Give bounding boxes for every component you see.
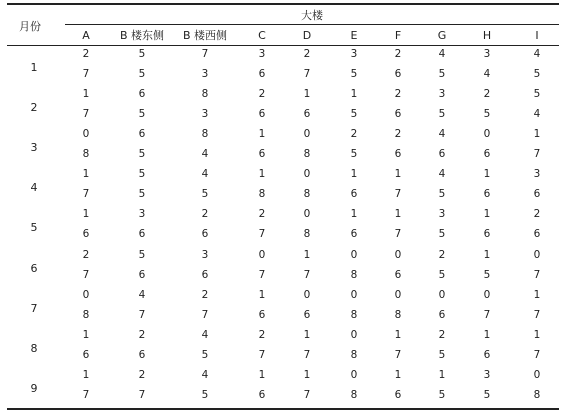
table-cell: 2 [258, 87, 266, 100]
table-cell: 6 [258, 308, 266, 321]
table-cell: 6 [138, 349, 146, 361]
table-cell: 3 [483, 47, 491, 60]
table-cell: 8 [350, 349, 358, 361]
table-cell: 1 [483, 208, 491, 221]
table-cell: 1 [350, 87, 358, 100]
month-label: 1 [30, 60, 38, 74]
table-cell: 5 [438, 349, 446, 361]
table-cell: 1 [258, 168, 266, 181]
column-header: G [437, 29, 447, 42]
column-header: H [482, 29, 492, 42]
table-cell: 8 [201, 87, 209, 100]
table-cell: 4 [201, 148, 209, 160]
table-cell: 6 [350, 188, 358, 201]
table-cell: 4 [138, 288, 146, 301]
table-cell: 2 [82, 248, 90, 261]
table-cell: 2 [258, 328, 266, 341]
table-cell: 5 [438, 268, 446, 281]
table-cell: 7 [201, 308, 209, 321]
table-cell: 0 [350, 328, 358, 341]
table-cell: 5 [350, 148, 358, 160]
table-cell: 7 [483, 308, 491, 321]
table-cell: 4 [201, 369, 209, 382]
column-header: B 楼东侧 [119, 29, 165, 42]
table-cell: 6 [258, 389, 266, 402]
table-cell: 3 [201, 67, 209, 80]
table-cell: 1 [258, 288, 266, 301]
table-cell: 3 [350, 47, 358, 60]
table-cell: 5 [438, 107, 446, 120]
table-cell: 0 [438, 288, 446, 301]
column-header: E [350, 29, 358, 42]
table-cell: 8 [303, 188, 311, 201]
table-cell: 8 [258, 188, 266, 201]
table-cell: 6 [258, 67, 266, 80]
table-cell: 7 [533, 308, 541, 321]
table-cell: 4 [438, 47, 446, 60]
table-cell: 1 [394, 369, 402, 382]
table-cell: 5 [138, 107, 146, 120]
table-cell: 1 [533, 328, 541, 341]
table-cell: 1 [350, 208, 358, 221]
table-cell: 2 [350, 127, 358, 140]
month-label: 9 [30, 382, 38, 396]
column-header: A [82, 29, 90, 42]
table-cell: 6 [138, 87, 146, 100]
table-cell: 5 [483, 268, 491, 281]
table-cell: 6 [533, 188, 541, 201]
table-cell: 7 [82, 268, 90, 281]
table-cell: 2 [303, 47, 311, 60]
table-cell: 6 [394, 148, 402, 160]
table-cell: 2 [483, 87, 491, 100]
table-cell: 7 [303, 268, 311, 281]
table-cell: 5 [138, 188, 146, 201]
table-cell: 4 [533, 47, 541, 60]
table-cell: 0 [533, 248, 541, 261]
table-cell: 3 [201, 248, 209, 261]
table-cell: 4 [483, 67, 491, 80]
table-cell: 6 [138, 228, 146, 241]
table-cell: 0 [303, 168, 311, 181]
table-cell: 7 [82, 389, 90, 402]
table-cell: 7 [394, 188, 402, 201]
table-cell: 7 [303, 349, 311, 361]
table-cell: 7 [82, 107, 90, 120]
table-cell: 7 [394, 349, 402, 361]
table-cell: 7 [533, 349, 541, 361]
table-cell: 2 [394, 87, 402, 100]
table-cell: 7 [82, 67, 90, 80]
table-cell: 0 [303, 288, 311, 301]
table-cell: 7 [258, 228, 266, 241]
building-group-header: 大楼 [301, 9, 323, 22]
table-cell: 5 [438, 67, 446, 80]
table-cell: 1 [483, 248, 491, 261]
table-cell: 2 [394, 127, 402, 140]
table-cell: 2 [82, 47, 90, 60]
table-cell: 3 [138, 208, 146, 221]
table-cell: 8 [82, 148, 90, 160]
table-cell: 0 [350, 288, 358, 301]
table-cell: 6 [394, 67, 402, 80]
table-cell: 5 [138, 67, 146, 80]
month-label: 5 [30, 221, 38, 235]
table-cell: 2 [438, 328, 446, 341]
table-cell: 8 [350, 389, 358, 402]
table-cell: 6 [438, 308, 446, 321]
table-cell: 2 [438, 248, 446, 261]
table-cell: 5 [138, 47, 146, 60]
table-cell: 3 [201, 107, 209, 120]
table-cell: 2 [258, 208, 266, 221]
month-label: 3 [30, 141, 38, 154]
month-label: 7 [30, 301, 38, 315]
month-column-header: 月份 [19, 20, 41, 33]
table-cell: 6 [258, 107, 266, 120]
table-cell: 2 [138, 369, 146, 382]
table-cell: 1 [82, 168, 90, 181]
table-cell: 6 [483, 148, 491, 160]
table-cell: 7 [303, 67, 311, 80]
column-header: B 楼西侧 [182, 29, 228, 42]
table-cell: 6 [201, 268, 209, 281]
table-bottom-rule [7, 408, 559, 410]
table-cell: 6 [394, 268, 402, 281]
table-cell: 1 [533, 288, 541, 301]
table-cell: 5 [438, 389, 446, 402]
table-cell: 3 [438, 87, 446, 100]
table-cell: 1 [82, 369, 90, 382]
table-cell: 8 [350, 268, 358, 281]
table-cell: 5 [483, 389, 491, 402]
table-cell: 8 [350, 308, 358, 321]
table-cell: 1 [350, 168, 358, 181]
table-cell: 5 [201, 349, 209, 361]
table-cell: 1 [303, 369, 311, 382]
table-cell: 8 [533, 389, 541, 402]
column-header: I [535, 29, 539, 42]
table-cell: 0 [394, 248, 402, 261]
group-header-underline [65, 24, 559, 25]
table-cell: 7 [201, 47, 209, 60]
table-cell: 2 [138, 328, 146, 341]
table-cell: 5 [350, 67, 358, 80]
table-cell: 2 [533, 208, 541, 221]
table-cell: 8 [394, 308, 402, 321]
table-cell: 7 [138, 389, 146, 402]
table-cell: 8 [201, 127, 209, 140]
table-cell: 1 [394, 168, 402, 181]
month-label: 6 [30, 261, 38, 275]
table-cell: 4 [438, 168, 446, 181]
table-cell: 4 [438, 127, 446, 140]
table-cell: 0 [350, 369, 358, 382]
table-cell: 2 [394, 47, 402, 60]
table-cell: 5 [201, 389, 209, 402]
table-cell: 7 [258, 268, 266, 281]
table-cell: 3 [258, 47, 266, 60]
table-cell: 0 [350, 248, 358, 261]
table-cell: 7 [303, 389, 311, 402]
table-cell: 1 [438, 369, 446, 382]
table-cell: 7 [82, 188, 90, 201]
table-cell: 0 [483, 288, 491, 301]
table-cell: 2 [201, 208, 209, 221]
table-cell: 7 [138, 308, 146, 321]
table-cell: 5 [138, 168, 146, 181]
table-cell: 5 [138, 248, 146, 261]
table-cell: 6 [138, 268, 146, 281]
table-cell: 6 [82, 228, 90, 241]
table-cell: 6 [303, 308, 311, 321]
table-cell: 6 [350, 228, 358, 241]
table-cell: 5 [201, 188, 209, 201]
table-cell: 1 [394, 208, 402, 221]
table-cell: 4 [533, 107, 541, 120]
table-cell: 7 [258, 349, 266, 361]
table-cell: 1 [533, 127, 541, 140]
table-cell: 3 [438, 208, 446, 221]
table-cell: 0 [533, 369, 541, 382]
table-cell: 0 [82, 288, 90, 301]
table-cell: 6 [394, 107, 402, 120]
table-cell: 1 [303, 248, 311, 261]
table-cell: 6 [483, 228, 491, 241]
table-cell: 6 [201, 228, 209, 241]
table-cell: 6 [438, 148, 446, 160]
table-cell: 6 [82, 349, 90, 361]
table-cell: 5 [533, 67, 541, 80]
table-cell: 1 [82, 208, 90, 221]
table-cell: 1 [483, 328, 491, 341]
table-cell: 6 [394, 389, 402, 402]
table-cell: 0 [258, 248, 266, 261]
table-cell: 1 [303, 87, 311, 100]
table-cell: 3 [533, 168, 541, 181]
column-header: F [394, 29, 402, 42]
table-cell: 5 [483, 107, 491, 120]
table-cell: 1 [394, 328, 402, 341]
table-cell: 1 [258, 127, 266, 140]
table-cell: 6 [483, 349, 491, 361]
table-cell: 0 [82, 127, 90, 140]
month-label: 2 [30, 100, 38, 114]
table-cell: 1 [82, 87, 90, 100]
table-cell: 6 [258, 148, 266, 160]
table-cell: 0 [483, 127, 491, 140]
table-cell: 4 [201, 168, 209, 181]
table-cell: 6 [533, 228, 541, 241]
table-cell: 0 [303, 127, 311, 140]
table-top-rule [7, 3, 559, 5]
table-cell: 8 [303, 228, 311, 241]
table-cell: 2 [201, 288, 209, 301]
table-cell: 6 [483, 188, 491, 201]
column-header: C [258, 29, 266, 42]
table-cell: 8 [82, 308, 90, 321]
table-cell: 0 [303, 208, 311, 221]
table-cell: 0 [394, 288, 402, 301]
month-label: 8 [30, 342, 38, 355]
table-cell: 5 [138, 148, 146, 160]
table-cell: 1 [303, 328, 311, 341]
table-cell: 6 [303, 107, 311, 120]
table-cell: 7 [394, 228, 402, 241]
table-cell: 5 [438, 228, 446, 241]
table-cell: 3 [483, 369, 491, 382]
table-cell: 4 [201, 328, 209, 341]
table-cell: 6 [138, 127, 146, 140]
table-cell: 8 [303, 148, 311, 160]
table-cell: 7 [533, 268, 541, 281]
month-label: 4 [30, 181, 38, 195]
table-header-rule [7, 45, 559, 46]
table-cell: 1 [483, 168, 491, 181]
table-cell: 5 [438, 188, 446, 201]
table-cell: 1 [82, 328, 90, 341]
column-header: D [302, 29, 312, 42]
table-cell: 7 [533, 148, 541, 160]
table-cell: 5 [350, 107, 358, 120]
table-cell: 1 [258, 369, 266, 382]
table-cell: 5 [533, 87, 541, 100]
